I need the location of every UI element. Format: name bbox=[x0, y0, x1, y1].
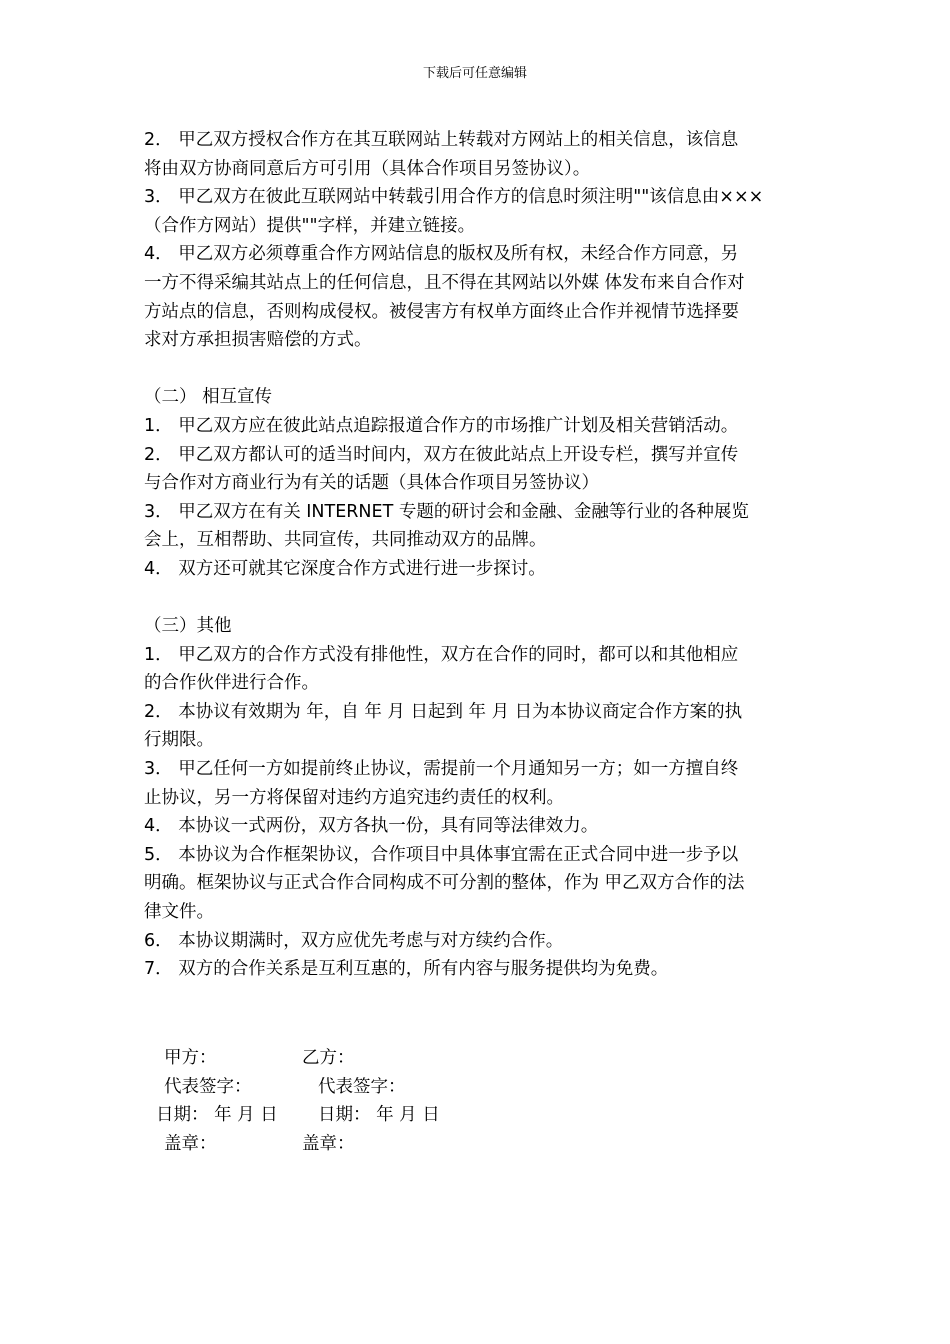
text-line: （三）其他 bbox=[144, 616, 232, 637]
rep-b-label: 代表签字： bbox=[318, 1076, 406, 1097]
text-line: 4． 本协议一式两份，双方各执一份，具有同等法律效力。 bbox=[144, 816, 599, 837]
signature-row-seal bbox=[0, 1130, 950, 1159]
text-line: 7． 双方的合作关系是互利互惠的，所有内容与服务提供均为免费。 bbox=[144, 959, 669, 980]
text-line: 4． 双方还可就其它深度合作方式进行进一步探讨。 bbox=[144, 558, 546, 579]
page-header: 下载后可任意编辑 bbox=[422, 66, 527, 81]
date-b-label: 日期： 年 月 日 bbox=[318, 1105, 440, 1126]
text-line: 律文件。 bbox=[144, 902, 214, 923]
text-line: 5． 本协议为合作框架协议，合作项目中具体事宜需在正式合同中进一步予以 bbox=[144, 844, 739, 865]
blank-line bbox=[144, 584, 809, 613]
seal-a-label: 盖章： bbox=[164, 1133, 217, 1154]
signature-row-representative bbox=[0, 1073, 950, 1102]
text-line: 将由双方协商同意后方可引用（具体合作项目另签协议）。 bbox=[144, 158, 591, 179]
text-line: 会上，互相帮助、共同宣传，共同推动双方的品牌。 bbox=[144, 530, 547, 551]
text-line: 2． 甲乙双方都认可的适当时间内，双方在彼此站点上开设专栏，撰写并宣传 bbox=[144, 444, 739, 465]
party-b-label: 乙方： bbox=[302, 1048, 355, 1068]
text-line: （二） 相互宣传 bbox=[144, 387, 273, 408]
seal-b-label: 盖章： bbox=[302, 1133, 355, 1154]
text-line: 3． 甲乙双方在有关 INTERNET 专题的研讨会和金融、金融等行业的各种展览 bbox=[144, 501, 749, 522]
party-a-label: 甲方： bbox=[164, 1048, 217, 1068]
text-line: 方站点的信息，否则构成侵权。被侵害方有权单方面终止合作并视情节选择要 bbox=[144, 301, 739, 322]
text-line: 6． 本协议期满时，双方应优先考虑与对方续约合作。 bbox=[144, 930, 564, 951]
text-line: 一方不得采编其站点上的任何信息，且不得在其网站以外媒 体发布来自合作对 bbox=[144, 272, 745, 293]
signature-row-party bbox=[0, 1044, 950, 1073]
text-line: 明确。框架协议与正式合作合同构成不可分割的整体，作为 甲乙双方合作的法 bbox=[144, 873, 745, 894]
signature-block bbox=[0, 1044, 950, 1158]
text-line: 行期限。 bbox=[144, 730, 214, 751]
text-line: 与合作对方商业行为有关的话题（具体合作项目另签协议） bbox=[144, 473, 599, 494]
text-line: 2． 本协议有效期为 年，自 年 月 日起到 年 月 日为本协议商定合作方案的执 bbox=[144, 701, 743, 722]
text-line: （合作方网站）提供""字样，并建立链接。 bbox=[144, 215, 476, 236]
text-line: 2． 甲乙双方授权合作方在其互联网站上转载对方网站上的相关信息，该信息 bbox=[144, 130, 739, 150]
text-line: 3． 甲乙任何一方如提前终止协议，需提前一个月通知另一方；如一方擅自终 bbox=[144, 759, 739, 780]
text-line: 的合作伙伴进行合作。 bbox=[144, 673, 319, 694]
document-body bbox=[144, 126, 809, 984]
text-line: 求对方承担损害赔偿的方式。 bbox=[144, 330, 372, 351]
text-line: 1． 甲乙双方的合作方式没有排他性，双方在合作的同时，都可以和其他相应 bbox=[144, 644, 739, 665]
text-line: 4． 甲乙双方必须尊重合作方网站信息的版权及所有权，未经合作方同意，另 bbox=[144, 244, 739, 265]
text-line: 1． 甲乙双方应在彼此站点追踪报道合作方的市场推广计划及相关营销活动。 bbox=[144, 415, 739, 436]
date-a-label: 日期： 年 月 日 bbox=[156, 1105, 278, 1126]
text-line: 3． 甲乙双方在彼此互联网站中转载引用合作方的信息时须注明""该信息由××× bbox=[144, 187, 764, 208]
blank-line bbox=[144, 355, 809, 384]
text-line: 止协议，另一方将保留对违约方追究违约责任的权利。 bbox=[144, 787, 564, 808]
signature-row-date bbox=[0, 1101, 950, 1130]
rep-a-label: 代表签字： bbox=[164, 1076, 252, 1097]
